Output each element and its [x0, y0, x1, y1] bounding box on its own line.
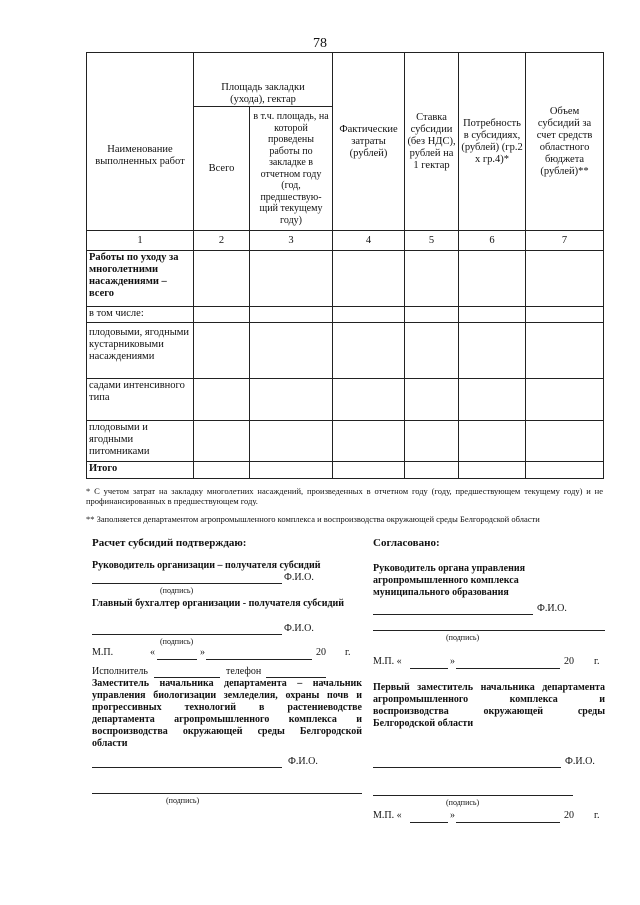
left-head-fio: Ф.И.О. [284, 572, 314, 583]
row-label: плодовыми и ягодными питомниками [87, 421, 194, 462]
left-deputy-sign-caption: (подпись) [166, 796, 200, 805]
col-number: 1 [87, 231, 194, 251]
signature-line [373, 767, 561, 768]
signature-line [92, 793, 362, 794]
col-number: 6 [459, 231, 526, 251]
subsidy-table [86, 52, 604, 479]
left-section-title: Расчет субсидий подтверждаю: [92, 537, 247, 549]
right-date-close: » [450, 656, 455, 667]
left-deputy-label: Заместитель начальника департамента – начальник управления биологизации земледелия, охраны почв и прогрессивных технологий в растениеводстве департамента агропромышленного комплекса и воспроизводства окружающей среды Белгородской области [92, 678, 362, 749]
date-month-line [206, 659, 312, 660]
header-actual-costs: Фактические затраты (рублей) [333, 53, 405, 231]
right-head-fio: Ф.И.О. [537, 603, 567, 614]
footnote-2: ** Заполняется департаментом агропромышленного комплекса и воспроизводства окружающей среды Белгородской области [86, 514, 540, 524]
left-year: 20 [316, 647, 326, 658]
header-area-group: Площадь закладки (ухода), гектар [194, 53, 333, 107]
row-label: плодовыми, ягодными кустарниковыми насаждениями [87, 323, 194, 379]
right-head-sign-caption: (подпись) [446, 633, 480, 642]
left-date-open: « [150, 647, 155, 658]
right-mp: М.П. « [373, 656, 402, 667]
col-number: 2 [194, 231, 250, 251]
left-year-suffix: г. [345, 647, 351, 658]
left-head-sign-caption: (подпись) [160, 586, 194, 595]
right-first-deputy-fio: Ф.И.О. [565, 756, 595, 767]
right-mp-2: М.П. « [373, 810, 402, 821]
table-row [87, 462, 604, 479]
col-number: 7 [526, 231, 604, 251]
left-deputy-fio: Ф.И.О. [288, 756, 318, 767]
left-accountant-sign-caption: (подпись) [160, 637, 194, 646]
left-head-label: Руководитель организации – получателя субсидий [92, 560, 321, 571]
header-area-current: в т.ч. площадь, на которой проведены работы по закладке в отчетном году (год, предшествую-щий текущему году) [250, 107, 333, 231]
left-date-close: » [200, 647, 205, 658]
signature-line [373, 630, 605, 631]
right-first-deputy-sign-caption: (подпись) [446, 798, 480, 807]
header-work-name: Наименование выполненных работ [87, 53, 194, 231]
signature-line [92, 767, 282, 768]
table-row [87, 307, 604, 323]
date-day-line [157, 659, 197, 660]
row-label: Работы по уходу за многолетними насаждениями – всего [87, 251, 194, 307]
footnote-1: * С учетом затрат на закладку многолетних насаждений, произведенных в отчетном году (году, предшествующем текущему году) и не профинансированных в предшествующем году. [86, 486, 603, 506]
right-year-suffix-2: г. [594, 810, 600, 821]
left-mp: М.П. [92, 647, 114, 658]
page-number: 78 [313, 36, 327, 51]
date-day-line [410, 668, 448, 669]
table-row [87, 251, 604, 307]
row-label: Итого [87, 462, 194, 479]
header-subsidy-volume: Объем субсидий за счет средств областного бюджета (рублей)** [526, 53, 604, 231]
right-year: 20 [564, 656, 574, 667]
row-label: садами интенсивного типа [87, 379, 194, 421]
signature-line [373, 795, 573, 796]
right-section-title: Согласовано: [373, 537, 440, 549]
table-row [87, 421, 604, 462]
signature-line [92, 583, 282, 584]
table-row [87, 323, 604, 379]
right-year-2: 20 [564, 810, 574, 821]
right-head-label: Руководитель органа управления агропромышленного комплекса муниципального образования [373, 563, 526, 598]
header-subsidy-need: Потребность в субсидиях, (рублей) (гр.2 х гр.4)* [459, 53, 526, 231]
date-month-line [456, 822, 560, 823]
date-month-line [456, 668, 560, 669]
left-accountant-label: Главный бухгалтер организации - получателя субсидий [92, 598, 345, 609]
signature-line [373, 614, 533, 615]
header-subsidy-rate: Ставка субсидии (без НДС), рублей на 1 гектар [405, 53, 459, 231]
col-number: 3 [250, 231, 333, 251]
left-accountant-fio: Ф.И.О. [284, 623, 314, 634]
left-phone: телефон [226, 666, 262, 677]
right-date-close-2: » [450, 810, 455, 821]
col-number: 5 [405, 231, 459, 251]
right-first-deputy-label: Первый заместитель начальника департамента агропромышленного комплекса и воспроизводства окружающей среды Белгородской области [373, 682, 605, 729]
signature-line [92, 634, 282, 635]
left-executor: Исполнитель [92, 666, 148, 677]
right-year-suffix: г. [594, 656, 600, 667]
row-label: в том числе: [87, 307, 194, 323]
date-day-line [410, 822, 448, 823]
header-total: Всего [194, 107, 250, 231]
table-row [87, 379, 604, 421]
col-number: 4 [333, 231, 405, 251]
